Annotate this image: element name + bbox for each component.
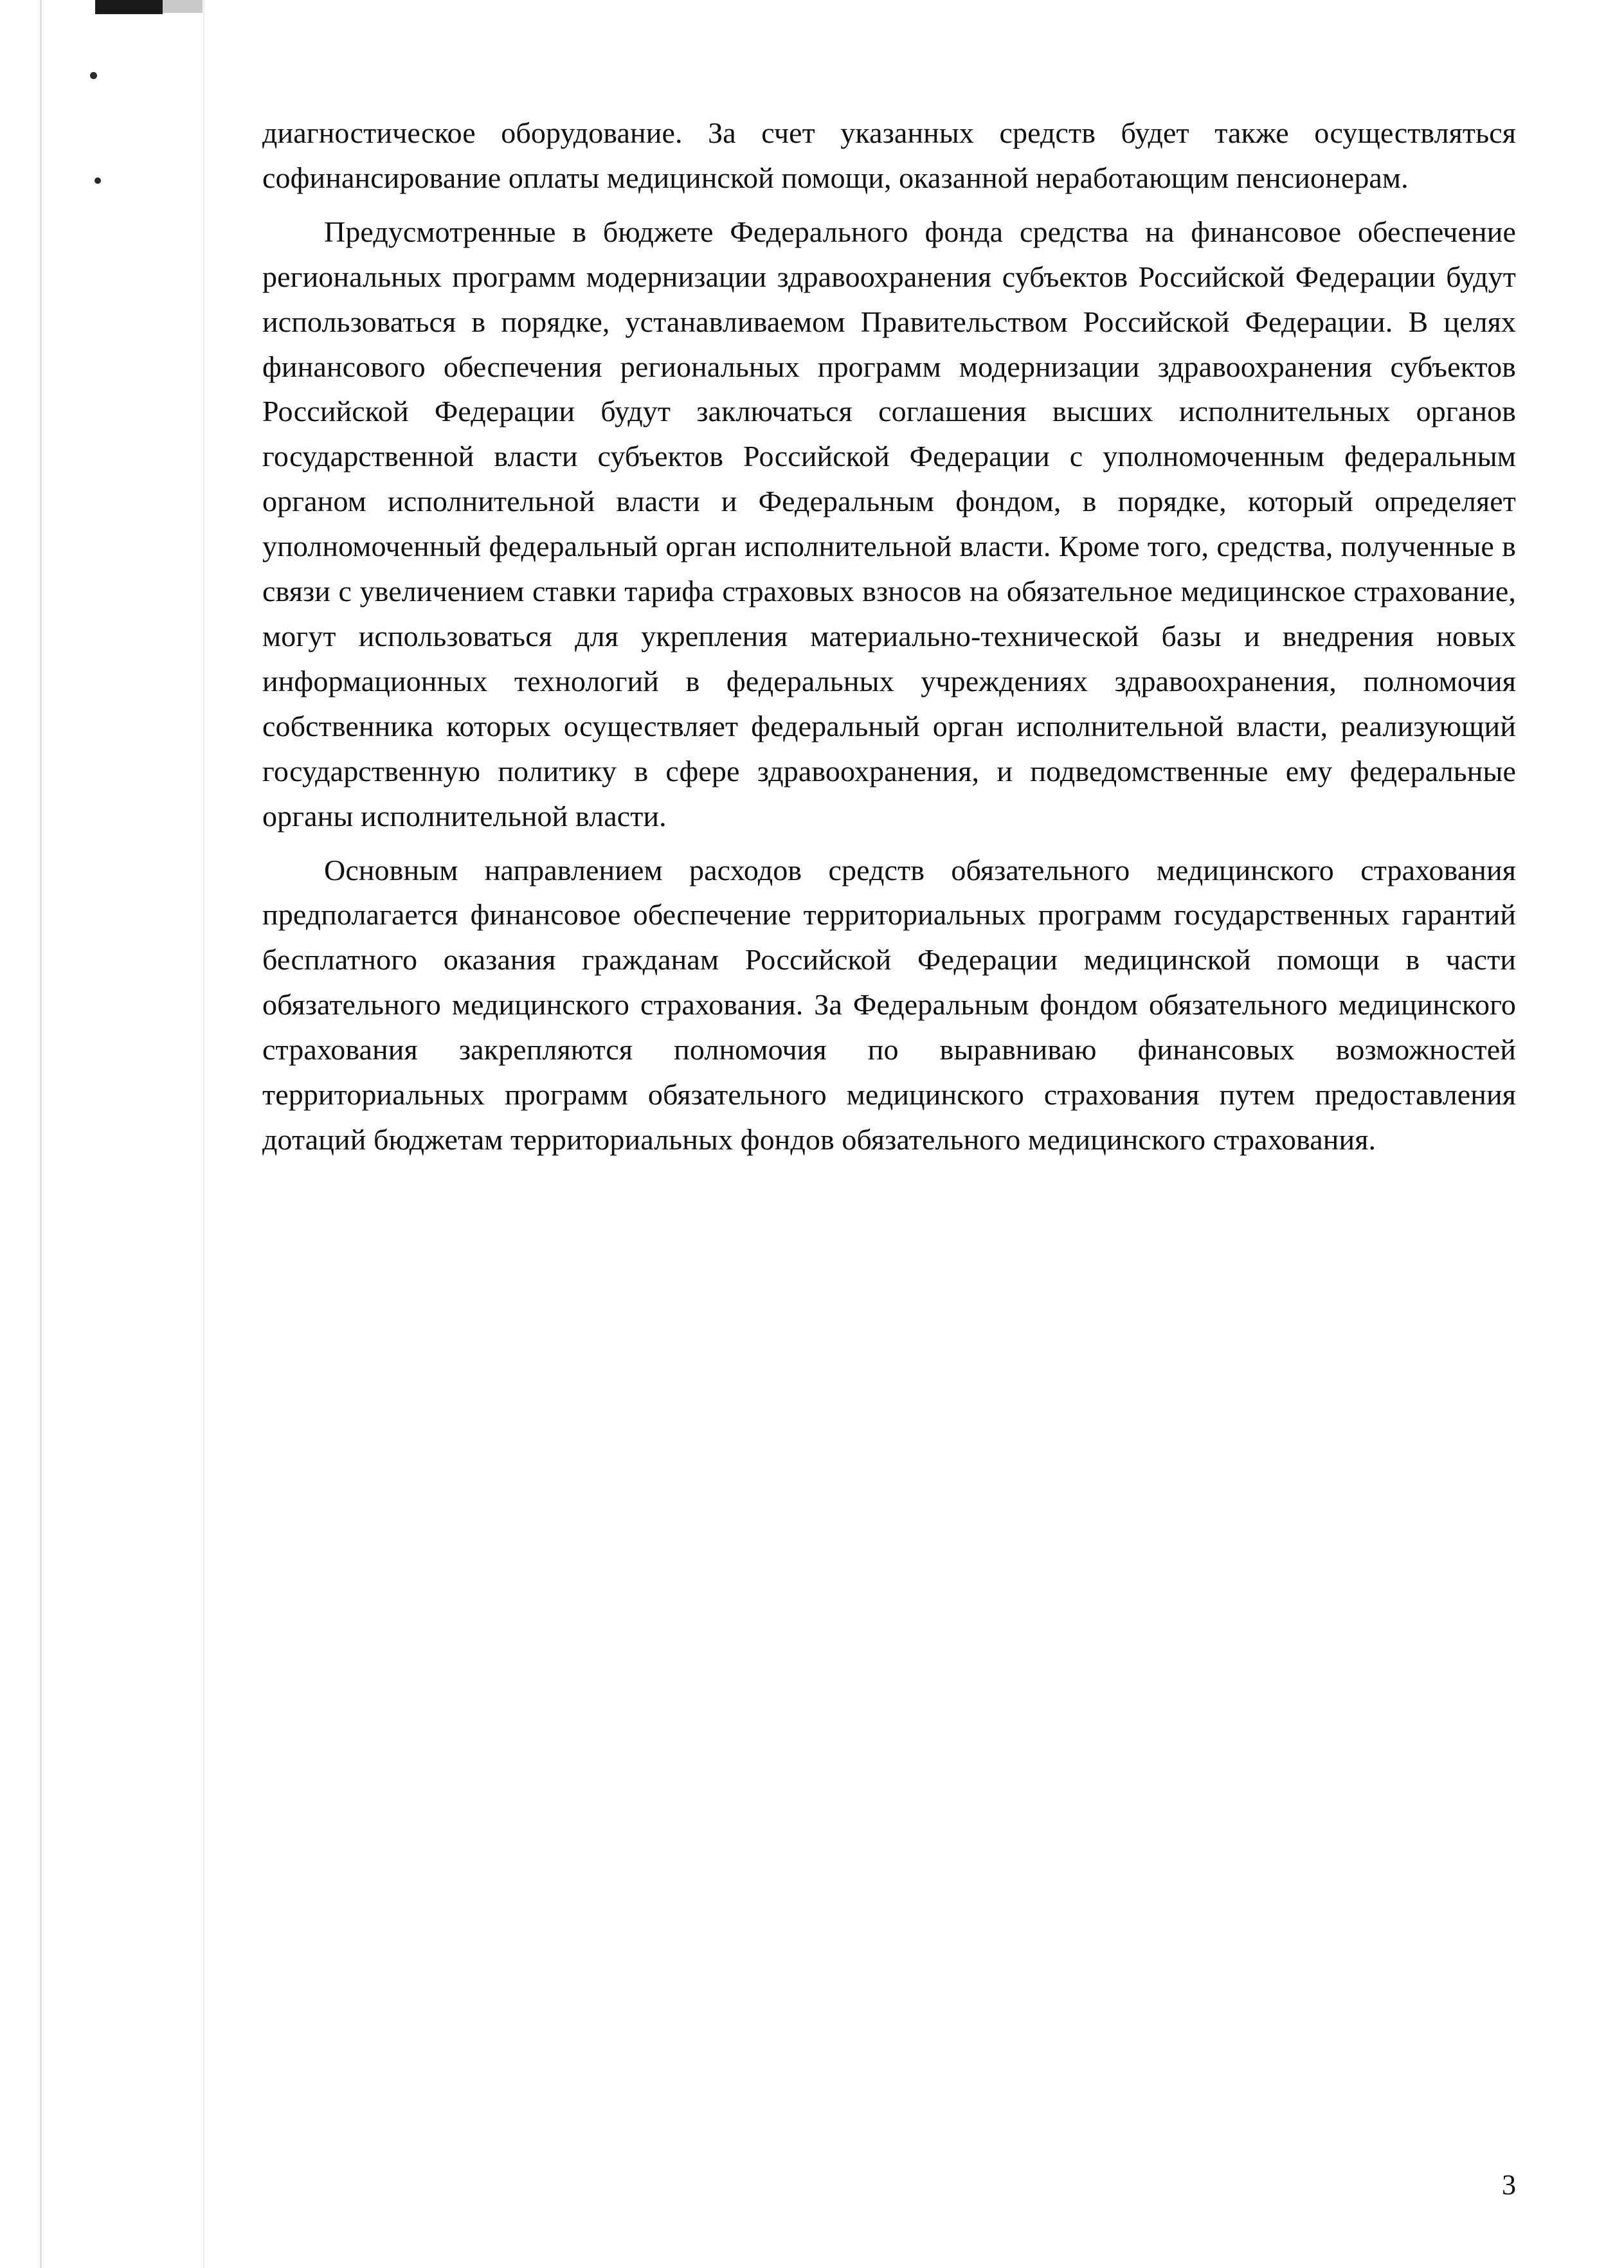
scan-artifact-speck [95, 177, 101, 184]
page-number: 3 [1502, 2169, 1516, 2200]
scan-top-edge [0, 0, 1624, 17]
scan-artifact-left-line-secondary [203, 0, 204, 2268]
paragraph: Основным направлением расходов средств обязательного медицинского страхования предполагается финансовое обеспечение территориальных программ государственных гарантий бесплатного оказания гражданам Российской Федерации медицинской помощи в части обязательного медицинского страхования. За Федеральным фондом обязательного медицинского страхования закрепляются полномочия по выравниваю финансовых возможностей территориальных программ обязательного медицинского страхования путем предоставления дотаций бюджетам территориальных фондов обязательного медицинского страхования. [262, 853, 1516, 1156]
scan-artifact-black-bar [95, 0, 163, 14]
paragraph: Предусмотренные в бюджете Федерального фонда средства на финансовое обеспечение региональных программ модернизации здравоохранения субъектов Российской Федерации будут использоваться в порядке, устанавливаемом Правительством Российской Федерации. В целях финансового обеспечения региональных программ модернизации здравоохранения субъектов Российской Федерации будут заключаться соглашения высших исполнительных органов государственной власти субъектов Российской Федерации с уполномоченным федеральным органом исполнительной власти и Федеральным фондом, в порядке, который определяет уполномоченный федеральный орган исполнительной власти. Кроме того, средства, полученные в связи с увеличением ставки тарифа страховых взносов на обязательное медицинское страхование, могут использоваться для укрепления материально-технической базы и внедрения новых информационных технологий в федеральных учреждениях здравоохранения, полномочия собственника которых осуществляет федеральный орган исполнительной власти, реализующий государственную политику в сфере здравоохранения, и подведомственные ему федеральные органы исполнительной власти. [262, 215, 1516, 833]
scan-artifact-gray-bar [163, 0, 203, 13]
scan-artifact-speck [90, 72, 97, 79]
paragraph: диагностическое оборудование. За счет указанных средств будет также осуществляться софинансирование оплаты медицинской помощи, оказанной неработающим пенсионерам. [262, 116, 1516, 194]
document-body [262, 111, 1516, 1162]
scan-artifact-left-line [40, 0, 42, 2268]
